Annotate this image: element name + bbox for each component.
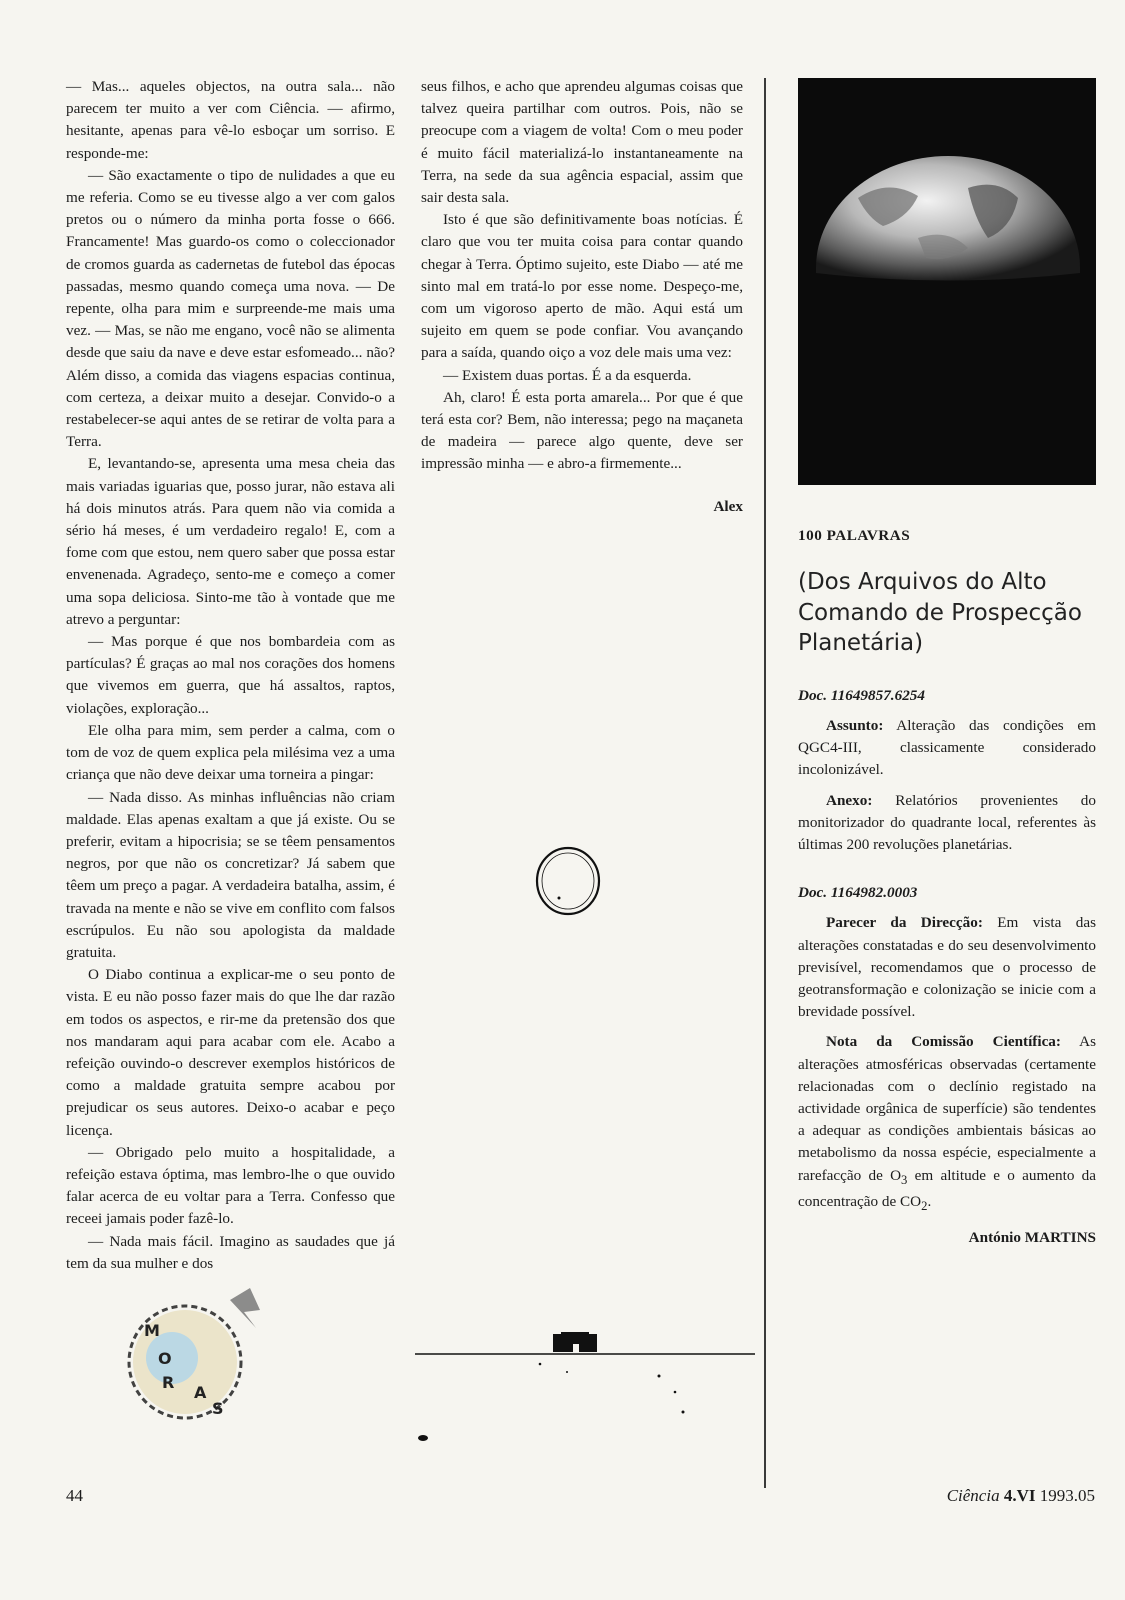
parecer-paragraph bbox=[798, 912, 1096, 1023]
assunto-text: Alteração das condições em QGC4-III, classicamente considerado incolonizável. bbox=[798, 716, 1096, 779]
column-divider bbox=[764, 78, 766, 1488]
article-column-1 bbox=[66, 76, 395, 1275]
sidebar-heading: (Dos Arquivos do Alto Comando de Prospecção Planetária) bbox=[798, 569, 1082, 657]
stamp-letter: O bbox=[158, 1349, 172, 1368]
ring-illustration bbox=[533, 846, 603, 916]
article-author: Alex bbox=[713, 497, 743, 515]
article-column-2 bbox=[421, 76, 743, 518]
page-number: 44 bbox=[66, 1486, 83, 1505]
nota-subscript: 3 bbox=[901, 1172, 908, 1187]
stamp-letter: S bbox=[212, 1399, 224, 1418]
parecer-label: Parecer da Direcção: bbox=[826, 914, 983, 932]
paragraph: Ele olha para mim, sem perder a calma, com o tom de voz de quem explica pela milésima vez a uma criança que não deve deixar uma torneira a pingar: bbox=[66, 721, 395, 784]
paragraph: O Diabo continua a explicar-me o seu ponto de vista. E eu não posso fazer mais do que lhe dar razão em todos os aspectos, e rir-me da pretensão dos que nos mandaram aqui para acabar com ele. Acabo a refeição ouvindo-o descrever exemplos históricos de como a maldade gratuita sempre acabou por prejudicar os seus autores. Deixo-o acabar e peço licença. bbox=[66, 966, 395, 1139]
stamp-letter: M bbox=[144, 1321, 160, 1340]
paragraph: — Nada disso. As minhas influências não criam maldade. Elas apenas exaltam a que já existe. Ou se preferir, evitam a hipocrisia; se se têem pensamentos negros, por que não os concretizar? Já sabem que têem um preço a pagar. A verdadeira batalha, assim, é travada na mente e não se vive em conflito com falsos escrúpulos. Eu não sou apologista da maldade gratuita. bbox=[66, 788, 395, 961]
nota-text: em altitude e o aumento da concentração de CO bbox=[798, 1166, 1097, 1210]
paragraph: — Mas... aqueles objectos, na outra sala... não parecem ter muito a ver com Ciência. — afirmo, hesitante, apenas para vê-lo esboçar um sorriso. E responde-me: bbox=[66, 78, 395, 162]
anexo-text: Relatórios provenientes do monitorizador do quadrante local, referentes às últimas 200 revoluções planetárias. bbox=[798, 791, 1096, 853]
doc-reference-2: Doc. 1164982.0003 bbox=[798, 884, 918, 902]
doc-reference-1: Doc. 11649857.6254 bbox=[798, 686, 925, 704]
paragraph: — Nada mais fácil. Imagino as saudades que já tem da sua mulher e dos bbox=[66, 1232, 395, 1272]
nota-subscript: 2 bbox=[921, 1198, 928, 1213]
stamp-letter: A bbox=[194, 1383, 207, 1402]
nota-label: Nota da Comissão Científica: bbox=[826, 1033, 1061, 1051]
paragraph: Ah, claro! É esta porta amarela... Por que é que terá esta cor? Bem, não interessa; pego na maçaneta de madeira — parece algo quente, deve ser impressão minha — e abro-a firmemente... bbox=[421, 388, 743, 473]
issue-number: 4.VI bbox=[1003, 1486, 1036, 1505]
circular-stamp bbox=[100, 1280, 270, 1440]
paragraph: seus filhos, e acho que aprendeu algumas coisas que talvez queira partilhar com outros. Pois, não se preocupe com a viagem de volta! Com o meu poder é muito fácil materializá-lo instantaneamente na Terra, na sede da sua agência espacial, assim que sair desta sala. bbox=[421, 78, 743, 207]
anexo-label: Anexo: bbox=[826, 791, 873, 809]
paragraph: — Existem duas portas. É a da esquerda. bbox=[443, 366, 692, 384]
paragraph: E, levantando-se, apresenta uma mesa cheia das mais variadas iguarias que, posso jurar, não estava ali há dois minutos atrás. Para quem não via comida a sério há meses, é um verdadeiro regalo! E, com a fome com que estou, nem quero saber que possa estar envenenada. Agradeço, sento-me e começo a comer uma sopa deliciosa. Sinto-me tão à vontade que me atrevo a perguntar: bbox=[66, 455, 395, 628]
parecer-text: Em vista das alterações constatadas e do seu desenvolvimento previsível, recomendamos que o processo de geotransformação e colonização se inicie com a brevidade possível. bbox=[798, 914, 1096, 1021]
sidebar-column bbox=[798, 525, 1096, 1249]
paragraph: — São exactamente o tipo de nulidades a que eu me referia. Como se eu tivesse algo a ver com galos pretos ou o número da minha porta fosse o 666. Francamente! Mas guardo-os como o coleccionador de cromos guarda as cadernetas de futebol das épocas passadas, mesmo quando começa uma nova. — De repente, olha para mim e surpreende-me mais uma vez. — Mas, se não me engano, você não se alimenta desde que saiu da nave e deve estar esfomeado... não? Além disso, a comida das viagens espacias continua, com certeza, a deixar muito a desejar. Convido-o a restabelecer-se aqui antes de se retirar de volta para a Terra. bbox=[66, 166, 395, 451]
anexo-paragraph bbox=[798, 790, 1096, 857]
publication-info bbox=[947, 1486, 1095, 1506]
nota-paragraph bbox=[798, 1031, 1096, 1217]
stamp-letter: R bbox=[162, 1373, 175, 1392]
paragraph: Isto é que são definitivamente boas notícias. É claro que vou ter muita coisa para contar quando chegar à Terra. Óptimo sujeito, este Diabo — até me sinto mal em tratá-lo por esse nome. Despeço-me, com um vigoroso aperto de mão. Aqui está um sujeito em quem se pode confiar. Vou avançando para a saída, quando oiço a voz dele mais uma vez: bbox=[421, 211, 743, 362]
sidebar-signature: António MARTINS bbox=[968, 1229, 1096, 1247]
nota-text: . bbox=[927, 1192, 932, 1210]
nota-text: As alterações atmosféricas observadas (certamente relacionadas com o declínio registado na actividade orgânica de superfície) são tendentes a adequar as condições ambientais básicas ao metabolismo da nossa espécie, especialmente a rarefacção de O bbox=[798, 1033, 1097, 1184]
sidebar-label: 100 PALAVRAS bbox=[798, 527, 911, 544]
assunto-label: Assunto: bbox=[826, 716, 884, 734]
assunto-paragraph bbox=[798, 715, 1096, 782]
domed-building-illustration bbox=[415, 1332, 755, 1452]
magazine-name: Ciência bbox=[946, 1486, 1000, 1505]
paragraph: — Mas porque é que nos bombardeia com as partículas? É graças ao mal nos corações dos homens que vivemos em guerra, que há assaltos, raptos, violações, exploração... bbox=[66, 633, 395, 717]
paragraph: — Obrigado pelo muito a hospitalidade, a refeição estava óptima, mas lembro-lhe o que ouvido falar acerca de eu voltar para a Terra. Confesso que receei jamais poder fazê-lo. bbox=[66, 1143, 395, 1228]
earth-photo bbox=[798, 78, 1096, 485]
issue-date: 1993.05 bbox=[1039, 1486, 1095, 1505]
